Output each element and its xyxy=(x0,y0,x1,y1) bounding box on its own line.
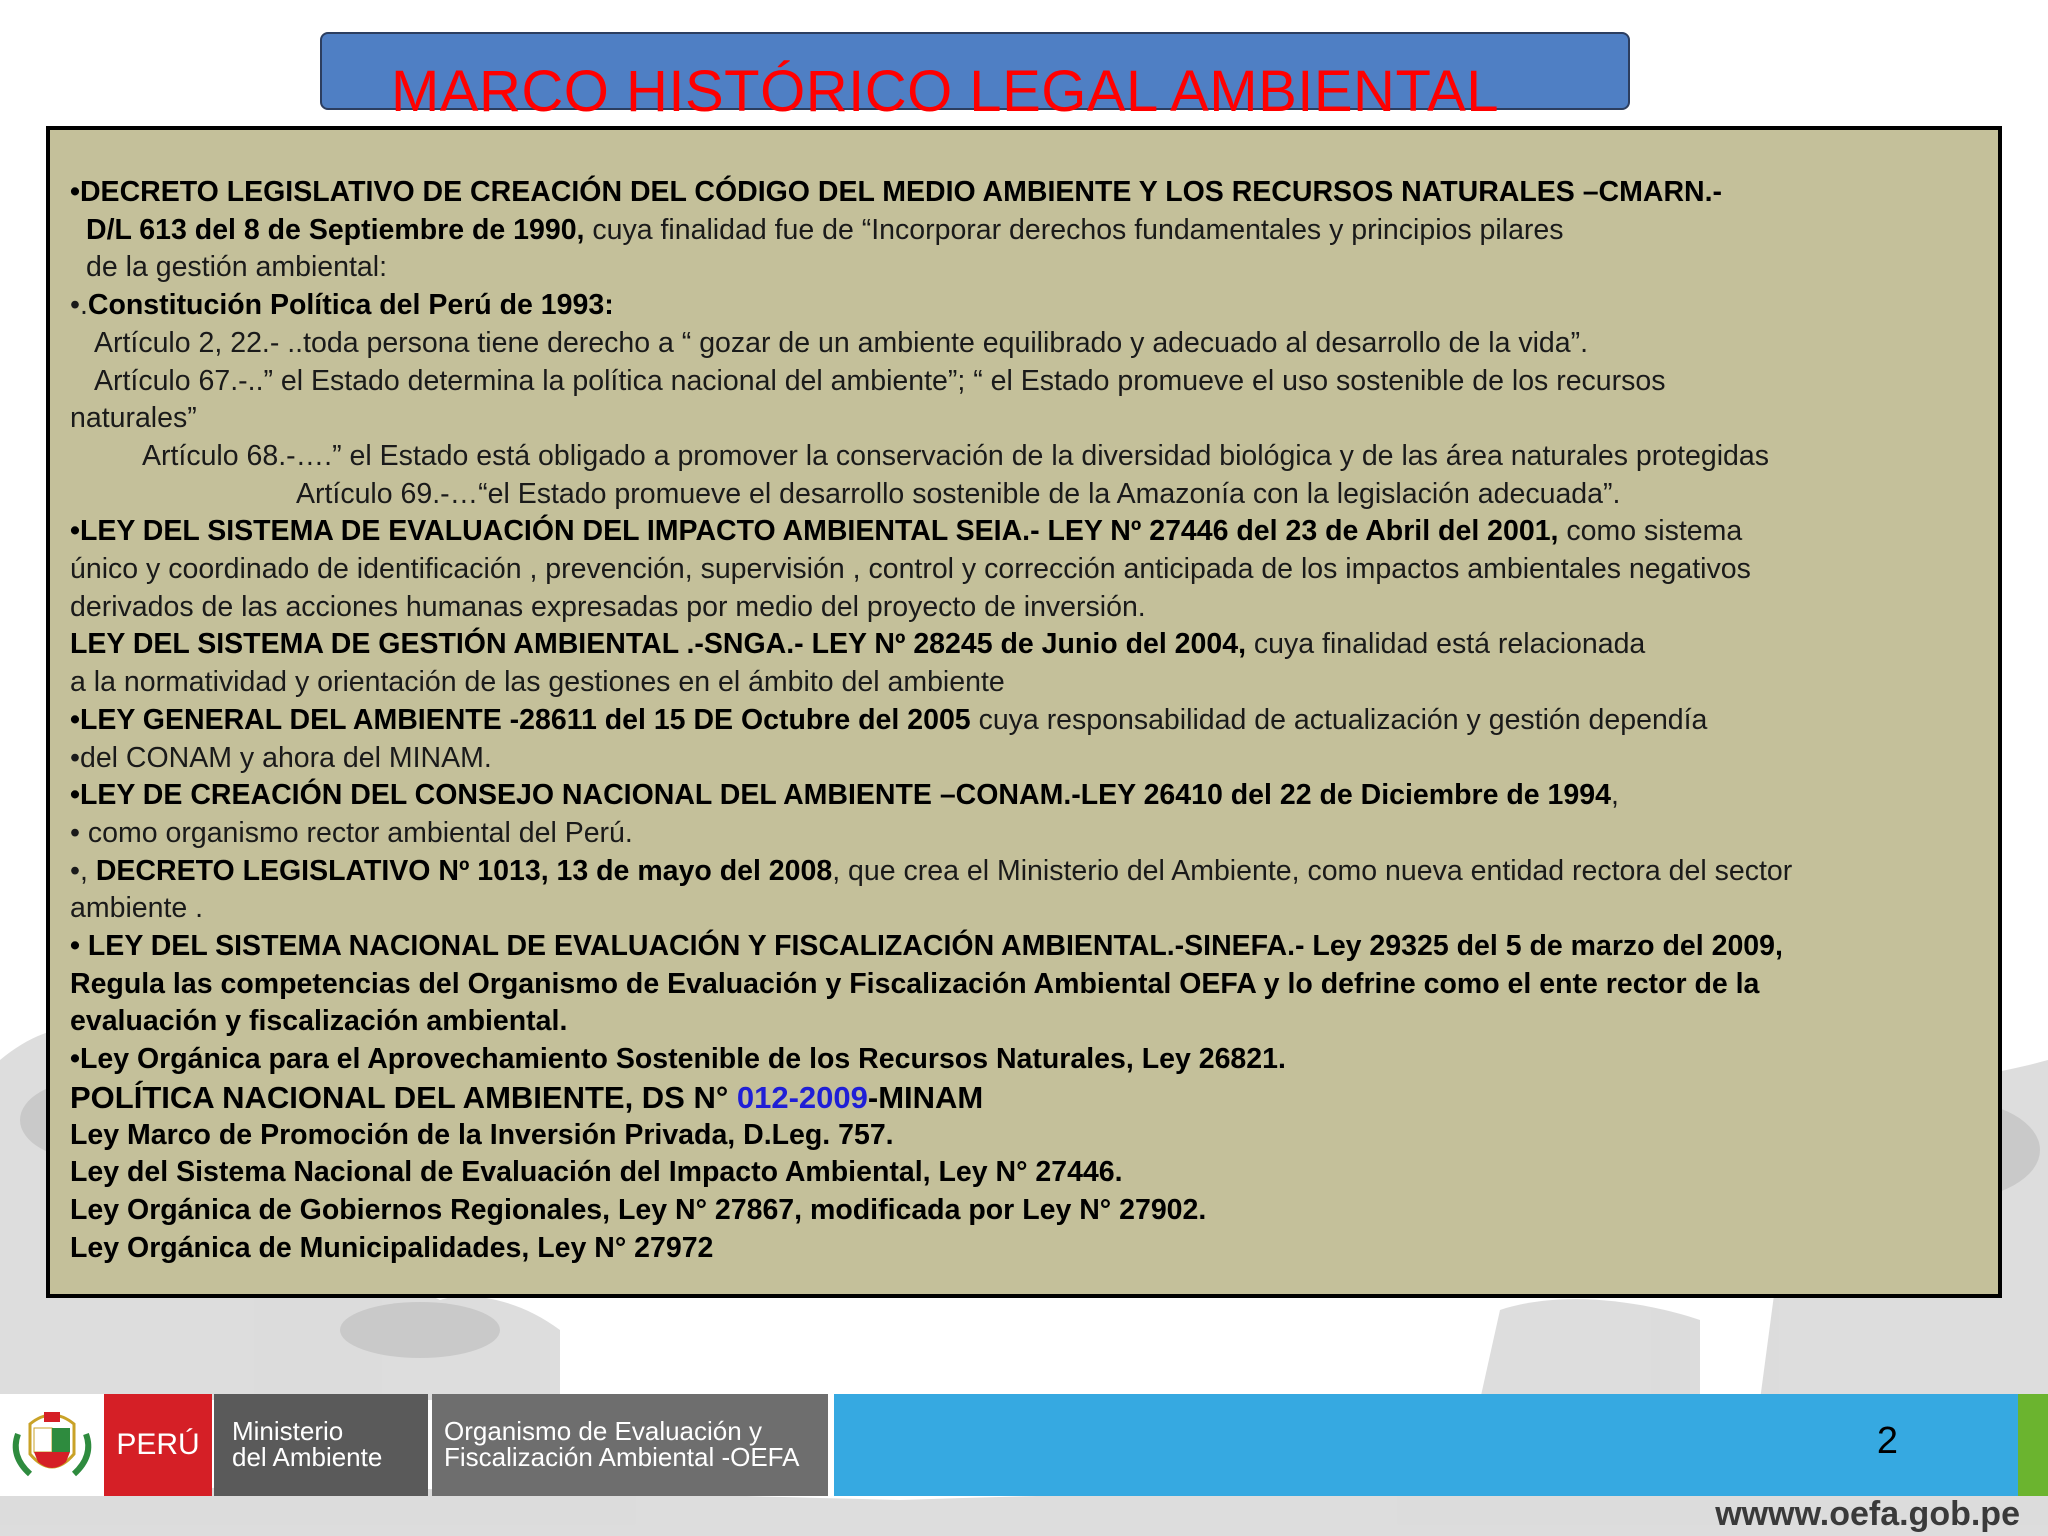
text-span: , que crea el Ministerio del Ambiente, como nueva entidad rectora del sector xyxy=(832,854,1793,887)
page-number: 2 xyxy=(1876,1420,1898,1462)
text-bold: •LEY GENERAL DEL AMBIENTE -28611 del 15 DE Octubre del 2005 xyxy=(70,703,971,736)
text-span: como sistema xyxy=(1558,515,1743,548)
text-line: de la gestión ambiental: xyxy=(86,251,388,284)
ministerio-line1: Ministerio xyxy=(232,1416,344,1446)
oefa-line1: Organismo de Evaluación y xyxy=(444,1416,762,1446)
text-line xyxy=(70,928,1984,966)
text-span: •. xyxy=(70,289,88,322)
text-bold: LEY DEL SISTEMA DE GESTIÓN AMBIENTAL .-SNGA.- LEY Nº 28245 de Junio del 2004, xyxy=(70,628,1247,661)
text-bold: •DECRETO LEGISLATIVO DE CREACIÓN DEL CÓDIGO DEL MEDIO AMBIENTE Y LOS RECURSOS NATURALES –CMARN.- xyxy=(70,176,1723,208)
text-span: POLÍTICA NACIONAL DEL AMBIENTE, DS N° xyxy=(70,1079,737,1115)
text-line: • como organismo rector ambiental del Perú. xyxy=(70,816,633,849)
ministerio-line2: del Ambiente xyxy=(232,1442,383,1472)
text-line xyxy=(70,702,1984,740)
text-span: cuya responsabilidad de actualización y gestión dependía xyxy=(970,703,1708,736)
text-span: cuya finalidad está relacionada xyxy=(1246,628,1646,661)
text-span: •, xyxy=(70,854,96,887)
legal-framework-panel xyxy=(46,126,2002,1298)
text-line xyxy=(70,1192,1984,1230)
text-line xyxy=(70,626,1984,664)
text-line: Artículo 69.-…“el Estado promueve el desarrollo sostenible de la Amazonía con la legislación adecuada”. xyxy=(296,477,1621,510)
text-line xyxy=(70,513,1984,551)
footer-bar xyxy=(0,1394,2048,1496)
slide-title: MARCO HISTÓRICO LEGAL AMBIENTAL xyxy=(390,59,1500,124)
text-bold: DECRETO LEGISLATIVO Nº 1013, 13 de mayo del 2008 xyxy=(95,854,833,887)
text-line xyxy=(70,1154,1984,1192)
text-line xyxy=(70,287,1984,325)
text-line xyxy=(70,174,1984,212)
text-bold: Constitución Política del Perú de 1993: xyxy=(87,289,614,322)
text-bold: • LEY DEL SISTEMA NACIONAL DE EVALUACIÓN Y FISCALIZACIÓN AMBIENTAL.-SINEFA.- Ley 29325 del 5 de marzo del 2009, xyxy=(70,930,1783,963)
text-bold: Regula las competencias del Organismo de Evaluación y Fiscalización Ambiental OEFA y lo defrine como el ente rector de la xyxy=(70,967,1760,1000)
text-bold: Ley Orgánica de Gobiernos Regionales, Ley N° 27867, modificada por Ley N° 27902. xyxy=(70,1193,1207,1226)
text-line: Artículo 2, 22.- ..toda persona tiene derecho a “ gozar de un ambiente equilibrado y adecuado al desarrollo de la vida”. xyxy=(94,326,1589,359)
text-bold: •Ley Orgánica para el Aprovechamiento Sostenible de los Recursos Naturales, Ley 26821. xyxy=(70,1043,1286,1076)
text-line: naturales” xyxy=(70,402,197,435)
text-line xyxy=(70,1003,1984,1041)
text-line: •del CONAM y ahora del MINAM. xyxy=(70,741,492,774)
footer-green-accent xyxy=(2018,1394,2048,1496)
text-bold: •LEY DEL SISTEMA DE EVALUACIÓN DEL IMPACTO AMBIENTAL SEIA.- LEY Nº 27446 del 23 de Abril del 2001, xyxy=(70,515,1559,548)
text-line xyxy=(70,1117,1984,1155)
text-line xyxy=(70,1230,1984,1268)
oefa-logo xyxy=(432,1394,828,1496)
politica-nacional-line xyxy=(70,1079,1984,1117)
text-line xyxy=(70,966,1984,1004)
oefa-line2: Fiscalización Ambiental -OEFA xyxy=(444,1442,800,1472)
text-bold: Ley Orgánica de Municipalidades, Ley N° 27972 xyxy=(70,1231,714,1264)
text-line xyxy=(70,212,1984,250)
text-line: Artículo 67.-..” el Estado determina la política nacional del ambiente”; “ el Estado promueve el uso sostenible de los recursos xyxy=(94,364,1666,397)
text-line xyxy=(70,1041,1984,1079)
text-line: Artículo 68.-….” el Estado está obligado a promover la conservación de la diversidad biológica y de las área naturales protegidas xyxy=(142,439,1770,472)
text-bold: evaluación y fiscalización ambiental. xyxy=(70,1005,568,1038)
text-line: a la normatividad y orientación de las gestiones en el ámbito del ambiente xyxy=(70,666,1005,699)
ds-number-link[interactable]: 012-2009 xyxy=(736,1079,868,1115)
text-line: ambiente . xyxy=(70,892,204,925)
text-span: , xyxy=(1610,779,1619,812)
text-bold: D/L 613 del 8 de Septiembre de 1990, xyxy=(86,213,585,246)
text-bold: Ley del Sistema Nacional de Evaluación del Impacto Ambiental, Ley N° 27446. xyxy=(70,1156,1123,1189)
ministerio-logo xyxy=(214,1394,428,1496)
title-banner xyxy=(320,32,1630,124)
text-bold: •LEY DE CREACIÓN DEL CONSEJO NACIONAL DEL AMBIENTE –CONAM.-LEY 26410 del 22 de Diciembre de 1994 xyxy=(70,779,1611,812)
text-bold: Ley Marco de Promoción de la Inversión Privada, D.Leg. 757. xyxy=(70,1118,894,1151)
peru-label: PERÚ xyxy=(104,1394,212,1496)
text-span: -MINAM xyxy=(867,1079,984,1115)
website-url[interactable]: wwww.oefa.gob.pe xyxy=(1715,1495,2020,1533)
text-span: cuya finalidad fue de “Incorporar derechos fundamentales y principios pilares xyxy=(584,213,1564,246)
text-line xyxy=(70,853,1984,891)
footer-blue-band xyxy=(834,1394,2018,1496)
text-line: único y coordinado de identificación , prevención, supervisión , control y corrección anticipada de los impactos ambientales negativos xyxy=(70,553,1751,586)
peru-coat-of-arms-icon xyxy=(0,1394,104,1496)
text-line xyxy=(70,777,1984,815)
text-line: derivados de las acciones humanas expresadas por medio del proyecto de inversión. xyxy=(70,590,1146,623)
